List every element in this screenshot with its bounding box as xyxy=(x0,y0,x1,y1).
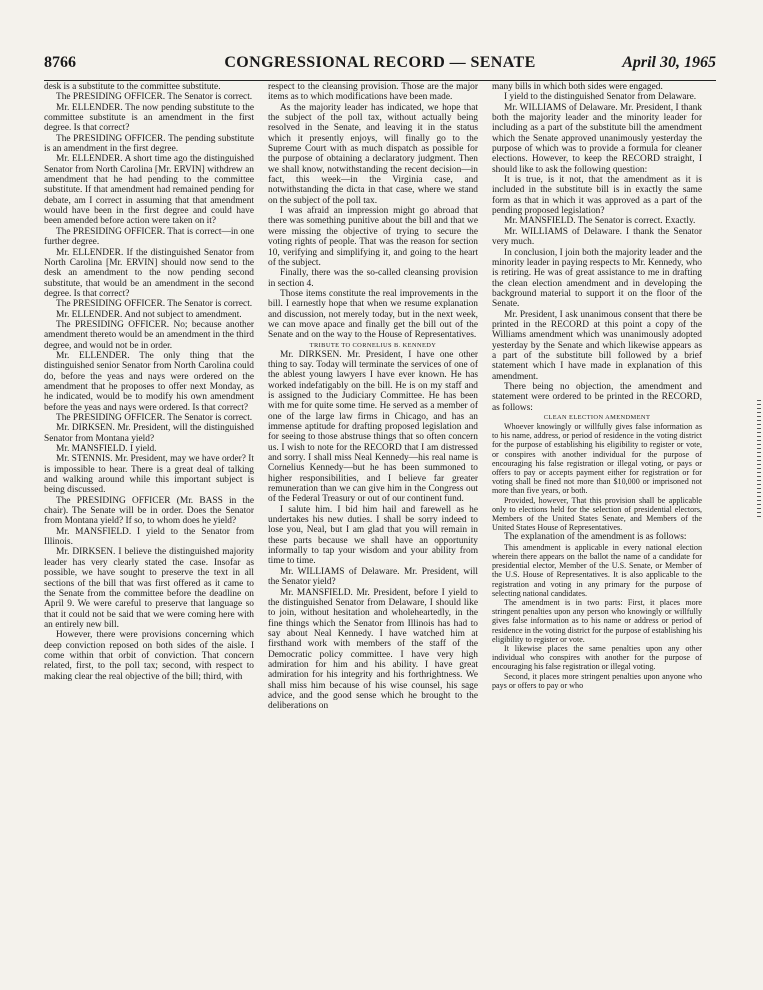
paragraph: Mr. MANSFIELD. The Senator is correct. Exactly. xyxy=(504,216,696,227)
paragraph: I salute him. I bid him hail and farewell as he undertakes his new duties. I shall be sorry indeed to lose you, Neal, but I am glad that you will remain in these parts because we shall have an opportunity informally to tap your wisdom and your ability from time to time. xyxy=(268,504,478,567)
paragraph: respect to the cleansing provision. Those are the major items as to which modifications have been made. xyxy=(268,82,478,103)
paragraph: Mr. WILLIAMS of Delaware. I thank the Senator very much. xyxy=(492,226,702,248)
paragraph: The PRESIDING OFFICER. The Senator is correct. xyxy=(56,299,253,310)
paragraph: Whoever knowingly or willfully gives false information as to his name, address, or period of residence in the voting district for the purpose of establishing his eligibility to register or vote, or conspires with another individual for the purpose of encouraging his false registration or illegal voting, or pays or offers to pay or accepts payment either for registration or for voting shall be fined not more than $10,000 or imprisoned not more than five years, or both. xyxy=(492,422,702,496)
paragraph: Mr. ELLENDER. A short time ago the distinguished Senator from North Carolina [Mr. ERVIN] withdrew an amendment that he had pending to the committee substitute. If that amendment had remained pending for debate, am I correct in assuming that that amendment would have been in the first degree and could have been amended before action were taken on it? xyxy=(44,154,254,227)
paragraph: Second, it places more stringent penalties upon anyone who pays or offers to pay or who xyxy=(492,671,702,690)
paragraph: Finally, there was the so-called cleansing provision in section 4. xyxy=(268,268,478,289)
paragraph: The PRESIDING OFFICER. The Senator is correct. xyxy=(56,413,253,423)
paragraph: Mr. MANSFIELD. I yield. xyxy=(56,444,157,455)
paragraph: Mr. DIRKSEN. I believe the distinguished majority leader has very clearly stated the case. Insofar as possible, we have sought to preserve the text in all sections of the bill that was first offered as it came to the Senate from the committee before the deadline on April 9. We were careful to preserve that language so that it could not be said that we were coming here with an entirely new bill. xyxy=(44,547,254,630)
scan-edge-marks xyxy=(757,400,761,940)
text-column-left xyxy=(44,82,254,977)
page-header xyxy=(44,54,716,81)
paragraph: Mr. WILLIAMS of Delaware. Mr. President, will the Senator yield? xyxy=(268,566,478,588)
paragraph: Provided, however, That this provision shall be applicable only to elections held for the selection of presidential electors, Members of the United States Senate, and Members of the United States House of Representatives. xyxy=(492,495,702,533)
paragraph: There being no objection, the amendment and statement were ordered to be printed in the RECORD, as follows: xyxy=(492,381,702,413)
paragraph: It likewise places the same penalties upon any other individual who conspires with another for the purpose of encouraging his false registration or illegal voting. xyxy=(492,644,702,672)
paragraph: As the majority leader has indicated, we hope that the subject of the poll tax, without actually being resolved in the Senate, and leaving it in the status which it presently enjoys, will finally go to the Supreme Court with as much dispatch as possible for the purpose of obtaining a declaratory judgment. Then we shall know, notwithstanding the recent decision—in fact, this week—in the Virginia case, and notwithstanding the dicta in that case, where we stand on the subject of the poll tax. xyxy=(268,102,478,206)
paragraph: Mr. ELLENDER. The only thing that the distinguished senior Senator from North Carolina could do, before the yeas and nays were ordered on the amendment that he proposes to offer next Monday, as he indicated, would be to modify his own amendment before the yeas and nays were ordered. Is that correct? xyxy=(44,350,254,413)
paragraph: The PRESIDING OFFICER. That is correct—in one further degree. xyxy=(44,226,254,248)
paragraph: Mr. WILLIAMS of Delaware. Mr. President, I thank both the majority leader and the minority leader for including as a part of the substitute bill the amendment which the Senate approved unanimously yesterday the purpose of which was to provide a formula for cleaner elections. However, to keep the RECORD straight, I should like to ask the following question: xyxy=(492,102,702,175)
paragraph: Mr. DIRKSEN. Mr. President, will the distinguished Senator from Montana yield? xyxy=(44,423,254,444)
paragraph: The amendment is in two parts: First, it places more stringent penalties upon any person who knowingly or willfully gives false information as to his name or address or period of residence in the voting district for the purpose of establishing his eligibility to register or vote. xyxy=(492,598,702,644)
paragraph: The explanation of the amendment is as follows: xyxy=(504,532,687,543)
text-column-right xyxy=(492,82,702,977)
paragraph: many bills in which both sides were engaged. xyxy=(492,82,663,92)
paragraph: The PRESIDING OFFICER. The pending substitute is an amendment in the first degree. xyxy=(44,133,254,155)
paragraph: I yield to the distinguished Senator from Delaware. xyxy=(504,92,697,103)
paragraph: The PRESIDING OFFICER. No; because another amendment thereto would be an amendment in the third degree, and would not be in order. xyxy=(44,319,254,351)
paragraph: This amendment is applicable in every national election wherein there appears on the ballot the name of a candidate for presidential elector, Member of the U.S. Senate, or Member of the U.S. House of Representatives. It is also applicable to the registration and voting in any primary for the purpose of selecting national candidates. xyxy=(492,542,702,598)
paragraph: Mr. MANSFIELD. Mr. President, before I yield to the distinguished Senator from Delaware, I should like to join, without hesitation and wholeheartedly, in the fine things which the Senator from Illinois has had to say about Neal Kennedy. I have watched him at firsthand work with members of the staff of the Democratic policy committee. I have very high admiration for him and his ability. I have great admiration for his integrity and his forthrightness. We shall miss him because of his wise counsel, his sage advice, and the good sense which he brought to the deliberations on xyxy=(268,587,478,712)
paragraph: desk is a substitute to the committee substitute. xyxy=(44,82,221,92)
paragraph: I was afraid an impression might go abroad that there was something punitive about the bill and that we were missing the objective of trying to secure the voting rights of people. That was the reason for section 10, verifying and simplifying it, and going to the heart of the subject. xyxy=(268,206,478,268)
text-column-middle xyxy=(268,82,478,977)
paragraph: Mr. ELLENDER. If the distinguished Senator from North Carolina [Mr. ERVIN] should now send to the desk an amendment to the now pending second substitute, that would be an amendment in the second degree. Is that correct? xyxy=(44,247,254,299)
paragraph: In conclusion, I join both the majority leader and the minority leader in paying respects to Mr. Kennedy, who is retiring. He was of great assistance to me in drafting the clean election amendment and in developing the background material to support it on the floor of the Senate. xyxy=(492,247,702,310)
paragraph: Mr. DIRKSEN. Mr. President, I have one other thing to say. Today will terminate the services of one of the ablest young lawyers I have ever known. He has worked indefatigably on the bill. He is on my staff and is assigned to the Judiciary Committee. He has been with me for quite some time. He served as a member of one of the large law firms in Chicago, and has an immense aptitude for drafting proposed legislation and for seeing to those abstruse things that so often concern us. I wish to note for the RECORD that I am distressed and sorry. I shall miss Neal Kennedy—his real name is Cornelius Kennedy—but he has been summoned to higher responsibilities, and I believe far greater remuneration than we can give him in the Congress out of the Federal Treasury or out of our continent fund. xyxy=(268,349,478,505)
section-heading: CLEAN ELECTION AMENDMENT xyxy=(543,414,651,421)
paragraph: Those items constitute the real improvements in the bill. I earnestly hope that when we resume explanation and discussion, not merely today, but in the next week, we can move apace and finally get the bill out of the Senate and on the way to the House of Representatives. xyxy=(268,288,478,341)
publication-title: CONGRESSIONAL RECORD — SENATE xyxy=(224,54,536,71)
paragraph: However, there were provisions concerning which deep conviction reposed on both sides of the aisle. I come within that orbit of conviction. That concern related, first, to the poll tax; second, with respect to making clear the real objective of the bill; third, with xyxy=(44,630,254,682)
paragraph: Mr. MANSFIELD. I yield to the Senator from Illinois. xyxy=(44,526,254,548)
paragraph: Mr. STENNIS. Mr. President, may we have order? It is impossible to hear. There is a great deal of talking and walking around while this important subject is being discussed. xyxy=(44,454,254,496)
paragraph: Mr. ELLENDER. The now pending substitute to the committee substitute is an amendment in the first degree. Is that correct? xyxy=(44,102,254,134)
section-heading: TRIBUTE TO CORNELIUS B. KENNEDY xyxy=(309,341,437,349)
paragraph: Mr. ELLENDER. And not subject to amendment. xyxy=(56,309,242,320)
page-number: 8766 xyxy=(44,54,76,71)
paragraph: The PRESIDING OFFICER (Mr. BASS in the chair). The Senate will be in order. Does the Senator from Montana yield? If so, to whom does he yield? xyxy=(44,495,254,527)
issue-date: April 30, 1965 xyxy=(622,54,716,71)
paragraph: Mr. President, I ask unanimous consent that there be printed in the RECORD at this point a copy of the Williams amendment which was unanimously adopted yesterday by the Senate and which likewise appears as a part of the substitute bill followed by a brief statement which I have made in explanation of this amendment. xyxy=(492,309,702,382)
paragraph: The PRESIDING OFFICER. The Senator is correct. xyxy=(56,92,253,103)
paragraph: It is true, is it not, that the amendment as it is included in the substitute bill is in exactly the same form as that in which it was approved as a part of the pending proposed legislation? xyxy=(492,175,702,217)
